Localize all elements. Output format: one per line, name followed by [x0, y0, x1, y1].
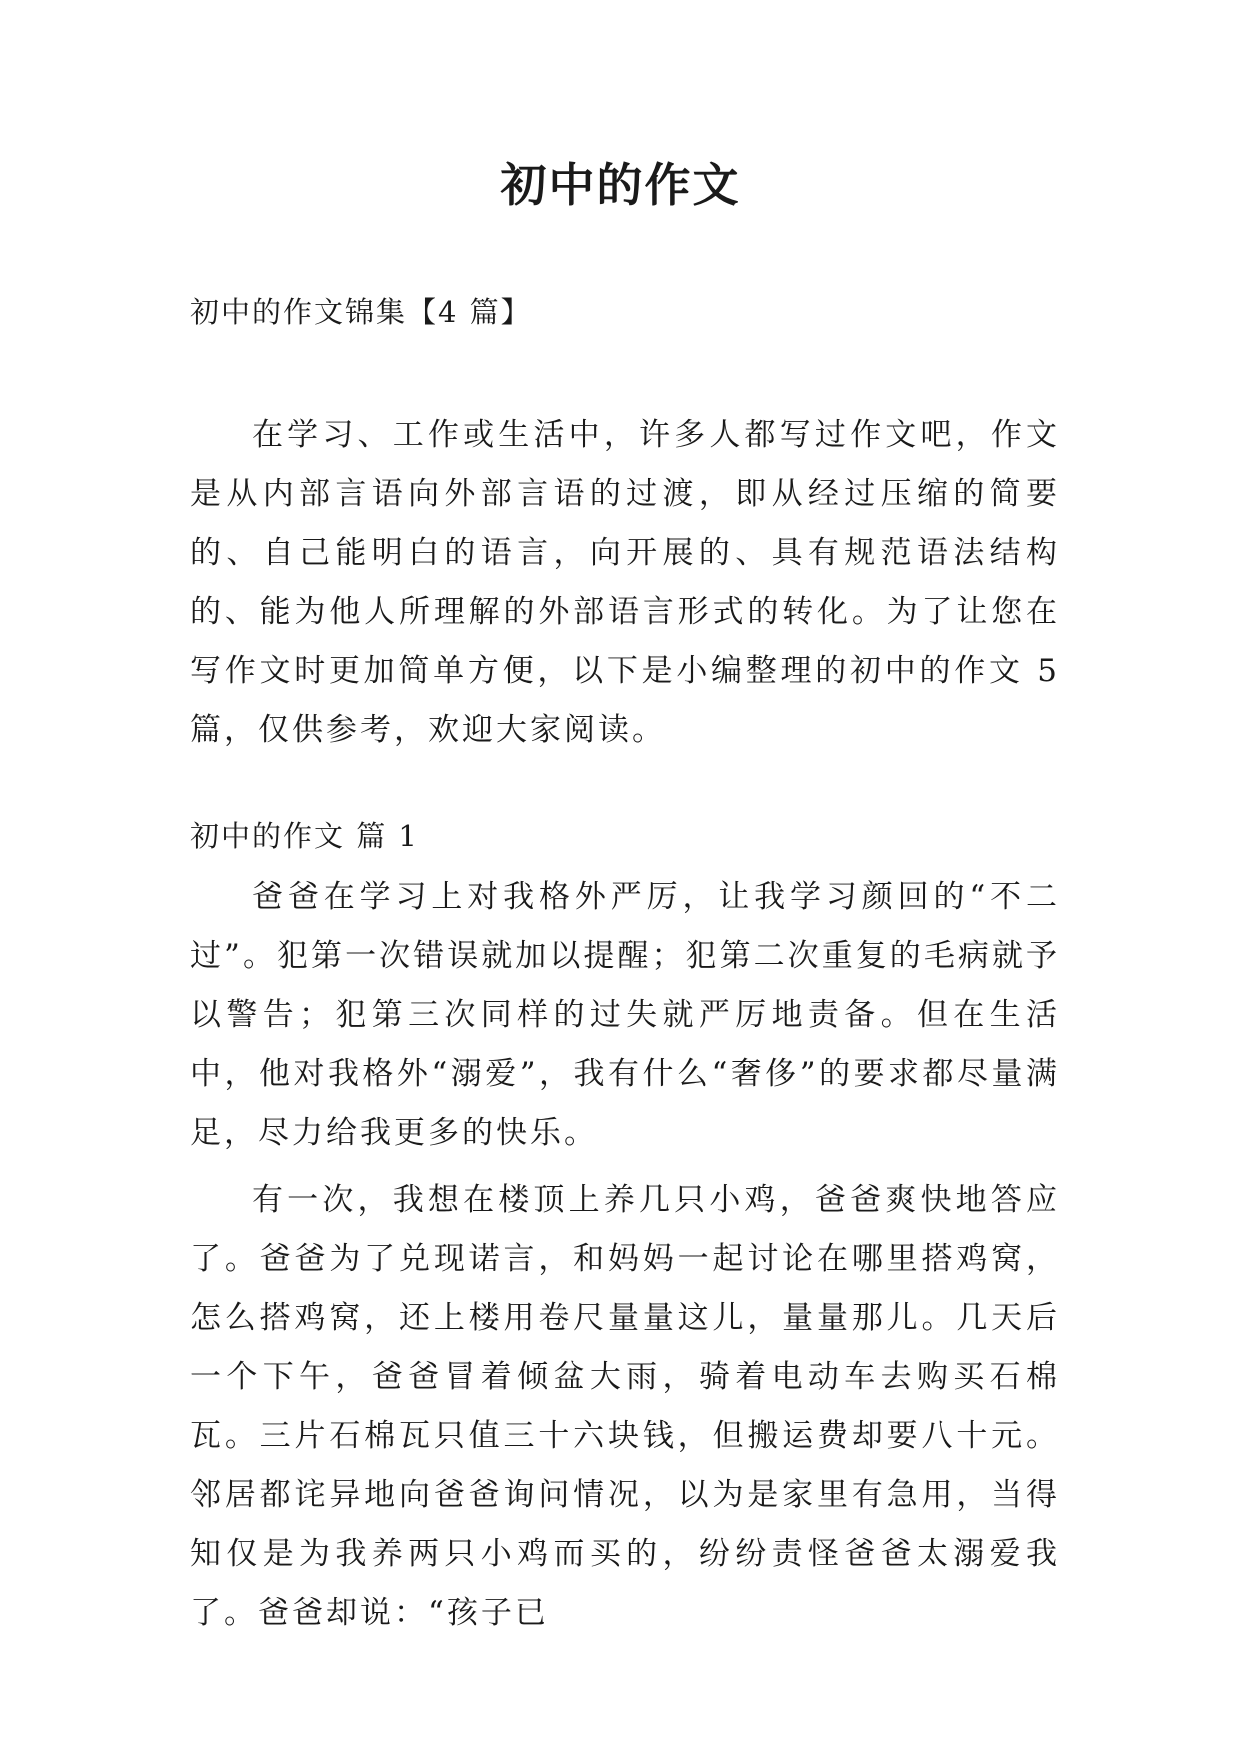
document-subtitle: 初中的作文锦集【4 篇】: [190, 295, 532, 329]
document-title: 初中的作文: [500, 158, 741, 212]
section-heading: 初中的作文 篇 1: [190, 819, 419, 853]
essay-body: [190, 868, 1060, 1643]
intro-section: [190, 406, 1060, 760]
intro-paragraph: 在学习、工作或生活中，许多人都写过作文吧，作文是从内部言语向外部言语的过渡，即从经过压缩的简要的、自己能明白的语言，向开展的、具有规范语法结构的、能为他人所理解的外部语言形式的转化。为了让您在写作文时更加简单方便，以下是小编整理的初中的作文 5 篇，仅供参考，欢迎大家阅读。: [190, 417, 1060, 748]
essay-paragraph-2: 有一次，我想在楼顶上养几只小鸡，爸爸爽快地答应了。爸爸为了兑现诺言，和妈妈一起讨论在哪里搭鸡窝，怎么搭鸡窝，还上楼用卷尺量量这儿，量量那儿。几天后一个下午，爸爸冒着倾盆大雨，骑着电动车去购买石棉瓦。三片石棉瓦只值三十六块钱，但搬运费却要八十元。邻居都诧异地向爸爸询问情况，以为是家里有急用，当得知仅是为我养两只小鸡而买的，纷纷责怪爸爸太溺爱我了。爸爸却说：“孩子已: [190, 1182, 1060, 1631]
essay-paragraph-1: 爸爸在学习上对我格外严厉，让我学习颜回的“不二过”。犯第一次错误就加以提醒；犯第二次重复的毛病就予以警告；犯第三次同样的过失就严厉地责备。但在生活中，他对我格外“溺爱”，我有什么“奢侈”的要求都尽量满足，尽力给我更多的快乐。: [190, 879, 1060, 1151]
